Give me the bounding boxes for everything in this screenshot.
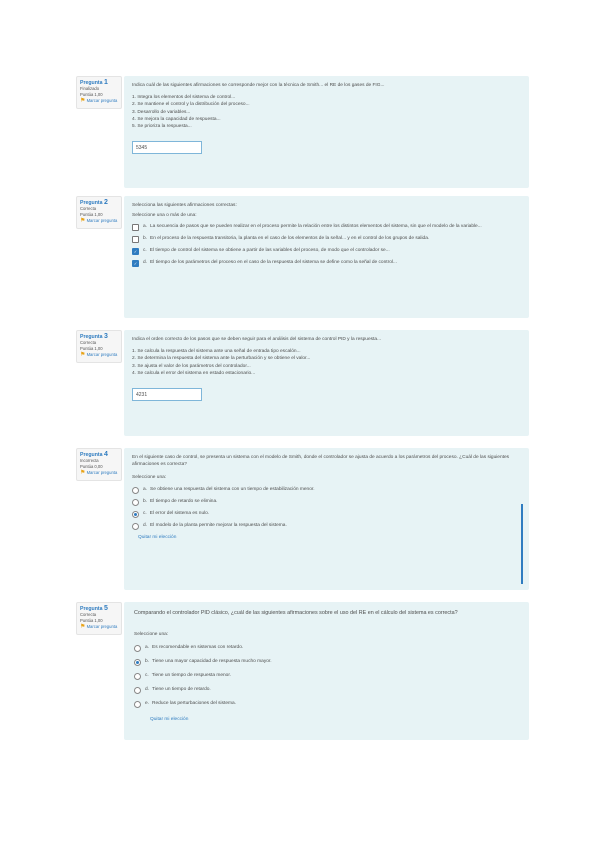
option-d[interactable] — [132, 522, 521, 530]
question-text: Indica cuál de las siguientes afirmaciones se corresponde mejor con la técnica de Smith... el RE de los gases de FIG... — [132, 83, 385, 88]
option-letter: a. — [145, 645, 150, 651]
question-content — [124, 448, 529, 590]
option-letter: b. — [143, 236, 148, 242]
checkbox[interactable] — [132, 224, 139, 231]
option-b[interactable] — [132, 235, 521, 243]
option-text: El error del sistema es nulo. — [149, 510, 210, 516]
statement: 5. Se prioriza la respuesta... — [132, 124, 192, 130]
radio[interactable] — [134, 701, 141, 708]
answer-input[interactable]: 5345 — [132, 141, 202, 154]
flag-icon: ⚑ — [80, 98, 86, 104]
radio[interactable] — [134, 645, 141, 652]
question-info — [76, 448, 122, 481]
option-letter: c. — [143, 248, 147, 254]
question-number: Pregunta 4 — [80, 451, 108, 458]
option-text: Se obtiene una respuesta del sistema con un tiempo de estabilización menor. — [150, 486, 315, 492]
flag-question[interactable]: ⚑ Marcar pregunta — [80, 624, 118, 630]
statement: 3. Se ajusta el valor de los parámetros del controlador... — [132, 363, 251, 369]
option-b[interactable] — [134, 658, 519, 666]
select-label: Seleccione una o más de una: — [132, 213, 197, 219]
option-c[interactable] — [132, 510, 521, 518]
statement: 2. Se determina la respuesta del sistema ante la perturbación y se obtiene el valor... — [132, 356, 311, 362]
question-score: Puntúa 1,00 — [80, 618, 103, 623]
question-score: Puntúa 1,00 — [80, 346, 103, 351]
question-text: Indica el orden correcto de los pasos que se deben seguir para el análisis del sistema de control PID y la respuesta... — [132, 337, 382, 342]
option-text: El tiempo de control del sistema se obtiene a partir de las variables del proceso, de modo que el controlador se... — [149, 248, 390, 254]
flag-icon: ⚑ — [80, 624, 86, 630]
option-letter: b. — [143, 498, 148, 504]
statement: 4. Se calcula el error del sistema en estado estacionario... — [132, 370, 256, 376]
option-text: En el proceso de la respuesta transitoria, la planta en el caso de los elementos de la señal... y en el control de los grupos de salida. — [150, 236, 430, 242]
option-c[interactable] — [132, 247, 521, 255]
checkbox-checked[interactable]: ✓ — [133, 249, 138, 255]
radio[interactable] — [132, 523, 139, 530]
clear-choice-link[interactable]: Quitar mi elección — [150, 717, 189, 723]
question-number: Pregunta 1 — [80, 79, 108, 86]
flag-icon: ⚑ — [80, 218, 86, 224]
question-state: Correcta — [80, 612, 97, 617]
question-state: Correcta — [80, 340, 97, 345]
question-score: Puntúa 0,00 — [80, 464, 103, 469]
option-a[interactable] — [132, 223, 521, 231]
radio[interactable] — [134, 687, 141, 694]
option-a[interactable] — [134, 644, 519, 652]
radio-selected[interactable] — [134, 659, 141, 666]
scrollbar[interactable] — [521, 504, 523, 584]
statement: 2. Se mantiene el control y la distribución del proceso... — [132, 102, 250, 108]
flag-question[interactable]: ⚑ Marcar pregunta — [80, 352, 118, 358]
question-text: En el siguiente caso de control, se presenta un sistema con el modelo de Smith, donde el controlador se ajusta de acuerdo a los parámetros del proceso. ¿Cuál de las siguientes afirmaciones es correcta? — [132, 455, 510, 468]
option-text: La secuencia de pasos que se pueden realizar en el proceso permite la relación entre los distintos elementos del sistema, sin que el modelo de la variable... — [150, 224, 482, 230]
question-content — [124, 602, 529, 740]
option-text: Es recomendable en sistemas con retardo. — [152, 645, 244, 651]
statement-list — [132, 94, 521, 130]
select-label: Seleccione una: — [132, 475, 167, 481]
question-info — [76, 330, 122, 363]
option-text: El tiempo de retardo se elimina. — [150, 498, 218, 504]
checkbox[interactable] — [132, 236, 139, 243]
question-text: Comparando el controlador PID clásico, ¿cuál de las siguientes afirmaciones sobre el uso del RE en el cálculo del sistema es correcta? — [134, 610, 458, 616]
question-text: Selecciona las siguientes afirmaciones correctas: — [132, 203, 237, 208]
radio-selected[interactable] — [132, 511, 139, 518]
question-state: Correcta — [80, 206, 97, 211]
question-state: Incorrecta — [80, 458, 99, 463]
answer-input[interactable]: 4231 — [132, 388, 202, 401]
checkbox-checked[interactable]: ✓ — [133, 261, 138, 267]
option-text: Tiene una mayor capacidad de respuesta mucho mayor. — [152, 659, 272, 665]
option-letter: a. — [143, 224, 148, 230]
option-letter: d. — [143, 260, 148, 266]
flag-question[interactable]: ⚑ Marcar pregunta — [80, 470, 118, 476]
option-text: Tiene un tiempo de retardo. — [152, 687, 211, 693]
statement: 1. Integra los elementos del sistema de control... — [132, 95, 236, 101]
option-letter: a. — [143, 486, 148, 492]
radio[interactable] — [132, 499, 139, 506]
statement-list — [132, 348, 521, 377]
option-text: Reduce las perturbaciones del sistema. — [152, 701, 237, 707]
question-info — [76, 196, 122, 229]
statement: 1. Se calcula la respuesta del sistema ante una señal de entrada tipo escalón... — [132, 349, 301, 355]
flag-question[interactable]: ⚑ Marcar pregunta — [80, 218, 118, 224]
question-number: Pregunta 2 — [80, 199, 108, 206]
option-c[interactable] — [134, 672, 519, 680]
statement: 3. Desarrollo de variables... — [132, 109, 191, 115]
option-d[interactable] — [134, 686, 519, 694]
option-a[interactable] — [132, 486, 521, 494]
option-d[interactable] — [132, 259, 521, 267]
option-letter: e. — [145, 701, 150, 707]
option-e[interactable] — [134, 700, 519, 708]
question-score: Puntúa 1,00 — [80, 212, 103, 217]
flag-icon: ⚑ — [80, 470, 86, 476]
option-text: Tiene un tiempo de respuesta menor. — [151, 673, 232, 679]
question-state: Finalizado — [80, 86, 100, 91]
question-info — [76, 76, 122, 109]
radio[interactable] — [132, 487, 139, 494]
option-text: El modelo de la planta permite mejorar la respuesta del sistema. — [150, 522, 287, 528]
question-info — [76, 602, 122, 635]
radio[interactable] — [134, 673, 141, 680]
question-content — [124, 330, 529, 436]
option-text: El tiempo de los parámetros del proceso en el caso de la respuesta del sistema se define como la señal de control... — [150, 260, 397, 266]
question-content — [124, 76, 529, 188]
clear-choice-link[interactable]: Quitar mi elección — [138, 534, 177, 540]
flag-question[interactable]: ⚑ Marcar pregunta — [80, 98, 118, 104]
question-content — [124, 196, 529, 318]
statement: 4. Se mejora la capacidad de respuesta... — [132, 116, 221, 122]
question-score: Puntúa 1,00 — [80, 92, 103, 97]
option-b[interactable] — [132, 498, 521, 506]
option-letter: d. — [145, 687, 150, 693]
option-letter: b. — [145, 659, 150, 665]
question-number: Pregunta 5 — [80, 605, 108, 612]
option-letter: d. — [143, 522, 148, 528]
option-letter: c. — [145, 673, 149, 679]
select-label: Seleccione una: — [134, 632, 169, 638]
option-letter: c. — [143, 510, 147, 516]
question-number: Pregunta 3 — [80, 333, 108, 340]
flag-icon: ⚑ — [80, 352, 86, 358]
